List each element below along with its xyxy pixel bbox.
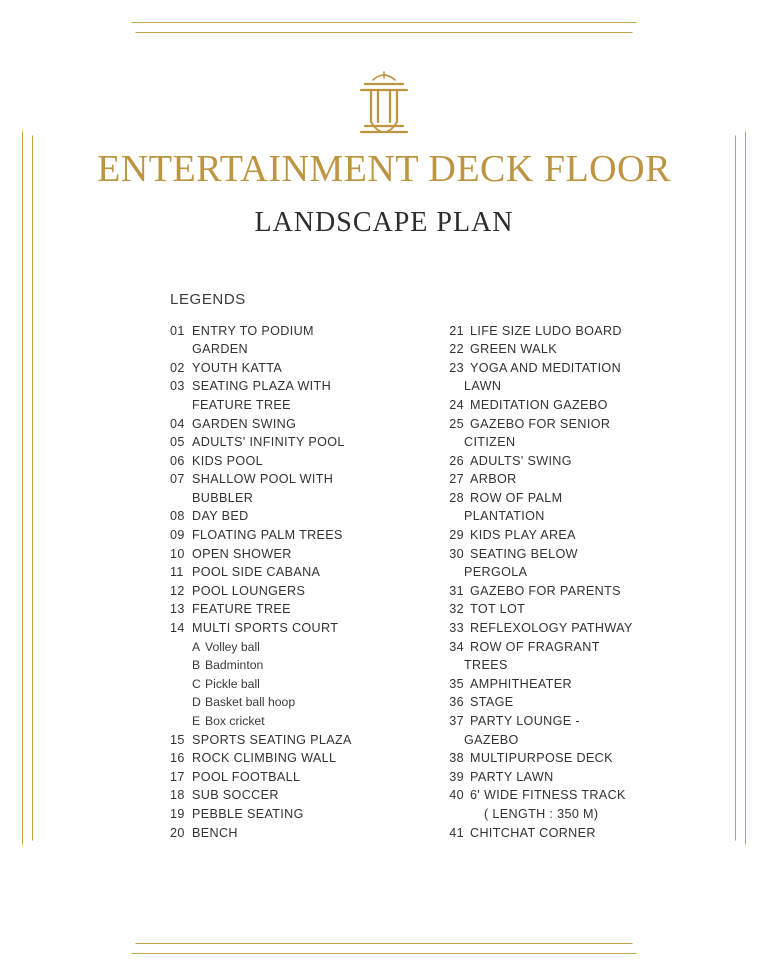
- document-content: [60, 52, 708, 924]
- legend-item: [440, 693, 668, 712]
- legend-item-label: SHALLOW POOL WITH: [192, 472, 334, 487]
- legend-item-label: SEATING BELOW: [470, 546, 578, 561]
- legend-item-label: MEDITATION GAZEBO: [470, 397, 608, 412]
- legend-item: [440, 675, 668, 694]
- legend-item-label: ENTRY TO PODIUM: [192, 323, 314, 338]
- legend-item: [440, 545, 668, 564]
- legend-item-number: 02: [170, 360, 185, 375]
- legend-item-number: 23: [449, 360, 464, 375]
- pillar-monogram-icon: [60, 68, 708, 142]
- legend-item-number: 01: [170, 323, 185, 338]
- legend-item-number: 18: [170, 788, 185, 803]
- legend-item-number: 14: [170, 621, 185, 636]
- legend-section: [60, 291, 708, 843]
- legend-sub-item: [170, 712, 398, 731]
- legend-item-number: 10: [170, 546, 185, 561]
- legend-item-number: 34: [449, 639, 464, 654]
- legend-item-number: 09: [170, 528, 185, 543]
- legend-item-label: DAY BED: [192, 509, 249, 524]
- legend-item-label-continuation: PLANTATION: [464, 509, 545, 524]
- legend-item: [440, 712, 668, 731]
- legend-item-label: LIFE SIZE LUDO BOARD: [470, 323, 622, 338]
- legend-item: [170, 526, 398, 545]
- legend-item-label-continuation: FEATURE TREE: [192, 397, 291, 412]
- legend-item: [170, 507, 398, 526]
- legend-item-number: 35: [449, 676, 464, 691]
- legend-sub-item: [170, 638, 398, 657]
- legend-item: [170, 768, 398, 787]
- legend-item-number: 13: [170, 602, 185, 617]
- legend-item-label: MULTIPURPOSE DECK: [470, 751, 613, 766]
- legend-item-label-continuation: CITIZEN: [464, 435, 516, 450]
- legend-item: [170, 415, 398, 434]
- legend-heading: LEGENDS: [170, 290, 246, 308]
- legend-sub-item-label: Volley ball: [205, 639, 260, 654]
- legend-item-label-continuation: GARDEN: [192, 342, 248, 357]
- legend-item-number: 19: [170, 806, 185, 821]
- page-title: ENTERTAINMENT DECK FLOOR: [97, 148, 671, 190]
- legend-item-label: ARBOR: [470, 472, 517, 487]
- legend-item: [440, 786, 668, 805]
- legend-item-label: ADULTS' SWING: [470, 453, 572, 468]
- legend-item: [170, 377, 398, 396]
- legend-item: [440, 396, 668, 415]
- legend-item-label: REFLEXOLOGY PATHWAY: [470, 621, 633, 636]
- legend-item-number: 24: [449, 397, 464, 412]
- legend-item-label: GREEN WALK: [470, 342, 558, 357]
- legend-item: [170, 359, 398, 378]
- legend-item-number: 20: [170, 825, 185, 840]
- legend-item: [170, 582, 398, 601]
- legend-item-number: 12: [170, 583, 185, 598]
- legend-item-number: 22: [449, 342, 464, 357]
- legend-item: [170, 805, 398, 824]
- legend-column-left: [170, 322, 398, 843]
- legend-item: [170, 600, 398, 619]
- legend-sub-item-label: Box cricket: [205, 714, 265, 729]
- legend-item-label: POOL SIDE CABANA: [192, 565, 321, 580]
- legend-item: [170, 545, 398, 564]
- legend-item-number: 41: [449, 825, 464, 840]
- legend-item: [440, 768, 668, 787]
- legend-item-label-continuation: PERGOLA: [464, 565, 528, 580]
- legend-item-number: 07: [170, 472, 185, 487]
- legend-item-number: 11: [170, 565, 184, 580]
- legend-item-label: PARTY LAWN: [470, 769, 554, 784]
- legend-item: [440, 415, 668, 434]
- legend-item-label-continuation: GAZEBO: [464, 732, 519, 747]
- legend-item: [440, 619, 668, 638]
- legend-item: [170, 619, 398, 638]
- legend-item: [440, 470, 668, 489]
- legend-item-label-continuation: ( LENGTH : 350 M): [484, 806, 599, 821]
- legend-item-number: 26: [449, 453, 464, 468]
- legend-item: [440, 489, 668, 508]
- legend-item-label: SEATING PLAZA WITH: [192, 379, 332, 394]
- legend-item: [170, 749, 398, 768]
- legend-sub-item-letter: D: [192, 695, 201, 710]
- legend-item: [440, 638, 668, 657]
- legend-item: [440, 824, 668, 843]
- legend-item-number: 39: [449, 769, 464, 784]
- legend-item-label: FEATURE TREE: [192, 602, 291, 617]
- legend-item-label: YOUTH KATTA: [192, 360, 283, 375]
- legend-item: [440, 749, 668, 768]
- legend-item-number: 16: [170, 751, 185, 766]
- legend-column-right: [440, 322, 668, 843]
- legend-item: [440, 526, 668, 545]
- legend-item: [170, 786, 398, 805]
- legend-item-number: 25: [449, 416, 464, 431]
- legend-item-number: 21: [449, 323, 464, 338]
- legend-item-label: SUB SOCCER: [192, 788, 279, 803]
- legend-sub-item-letter: B: [192, 658, 201, 673]
- legend-item-number: 17: [170, 769, 185, 784]
- legend-item-label: TOT LOT: [470, 602, 526, 617]
- legend-sub-item-letter: C: [192, 676, 201, 691]
- legend-item-number: 27: [449, 472, 464, 487]
- legend-sub-item-label: Badminton: [205, 658, 264, 673]
- legend-item-label: PARTY LOUNGE -: [470, 714, 580, 729]
- legend-item-label: FLOATING PALM TREES: [192, 528, 343, 543]
- legend-item: [440, 582, 668, 601]
- legend-item: [170, 452, 398, 471]
- legend-item-label: GAZEBO FOR SENIOR: [470, 416, 611, 431]
- legend-item-number: 38: [449, 751, 464, 766]
- legend-item-number: 04: [170, 416, 185, 431]
- legend-item: [170, 433, 398, 452]
- legend-item-label: KIDS PLAY AREA: [470, 528, 576, 543]
- legend-sub-item: [170, 675, 398, 694]
- legend-item: [440, 452, 668, 471]
- legend-item-number: 29: [449, 528, 464, 543]
- legend-item-number: 30: [449, 546, 464, 561]
- legend-item: [170, 731, 398, 750]
- legend-item-number: 06: [170, 453, 185, 468]
- legend-item: [170, 470, 398, 489]
- legend-item-number: 03: [170, 379, 185, 394]
- legend-sub-item-label: Pickle ball: [205, 676, 260, 691]
- legend-item: [440, 322, 668, 341]
- legend-item-label: ROW OF FRAGRANT: [470, 639, 600, 654]
- legend-sub-item: [170, 693, 398, 712]
- legend-item-label-continuation: LAWN: [464, 379, 502, 394]
- legend-item: [440, 600, 668, 619]
- legend-item-label: KIDS POOL: [192, 453, 264, 468]
- legend-item-label: ROCK CLIMBING WALL: [192, 751, 337, 766]
- legend-item-label: GAZEBO FOR PARENTS: [470, 583, 621, 598]
- legend-item-number: 28: [449, 490, 464, 505]
- legend-item-label: OPEN SHOWER: [192, 546, 292, 561]
- legend-item: [170, 322, 398, 341]
- page-subtitle: LANDSCAPE PLAN: [254, 206, 514, 238]
- legend-sub-item-letter: E: [192, 714, 201, 729]
- legend-item: [440, 340, 668, 359]
- legend-item-label: MULTI SPORTS COURT: [192, 621, 339, 636]
- legend-item: [170, 563, 398, 582]
- legend-item: [170, 824, 398, 843]
- legend-item-label: BENCH: [192, 825, 238, 840]
- legend-item-label: POOL LOUNGERS: [192, 583, 306, 598]
- legend-item-number: 37: [449, 714, 464, 729]
- legend-item-number: 32: [449, 602, 464, 617]
- legend-item-label: ADULTS' INFINITY POOL: [192, 435, 345, 450]
- legend-sub-item-letter: A: [192, 639, 201, 654]
- legend-item-label: ROW OF PALM: [470, 490, 563, 505]
- legend-item-label: GARDEN SWING: [192, 416, 297, 431]
- legend-item-label: YOGA AND MEDITATION: [470, 360, 622, 375]
- legend-sub-item-label: Basket ball hoop: [205, 695, 296, 710]
- legend-item-label: AMPHITHEATER: [470, 676, 572, 691]
- legend-item-number: 36: [449, 695, 464, 710]
- legend-item-number: 40: [449, 788, 464, 803]
- legend-item-label: STAGE: [470, 695, 514, 710]
- legend-item-number: 05: [170, 435, 185, 450]
- legend-item-label: 6' WIDE FITNESS TRACK: [470, 788, 626, 803]
- legend-sub-item: [170, 656, 398, 675]
- legend-item-number: 15: [170, 732, 185, 747]
- legend-item-number: 33: [449, 621, 464, 636]
- legend-item-number: 08: [170, 509, 185, 524]
- legend-item: [440, 359, 668, 378]
- legend-item-label: CHITCHAT CORNER: [470, 825, 596, 840]
- legend-item-label: POOL FOOTBALL: [192, 769, 301, 784]
- legend-item-number: 31: [449, 583, 464, 598]
- legend-item-label: PEBBLE SEATING: [192, 806, 304, 821]
- legend-item-label: SPORTS SEATING PLAZA: [192, 732, 352, 747]
- legend-item-label-continuation: TREES: [464, 658, 508, 673]
- legend-item-label-continuation: BUBBLER: [192, 490, 254, 505]
